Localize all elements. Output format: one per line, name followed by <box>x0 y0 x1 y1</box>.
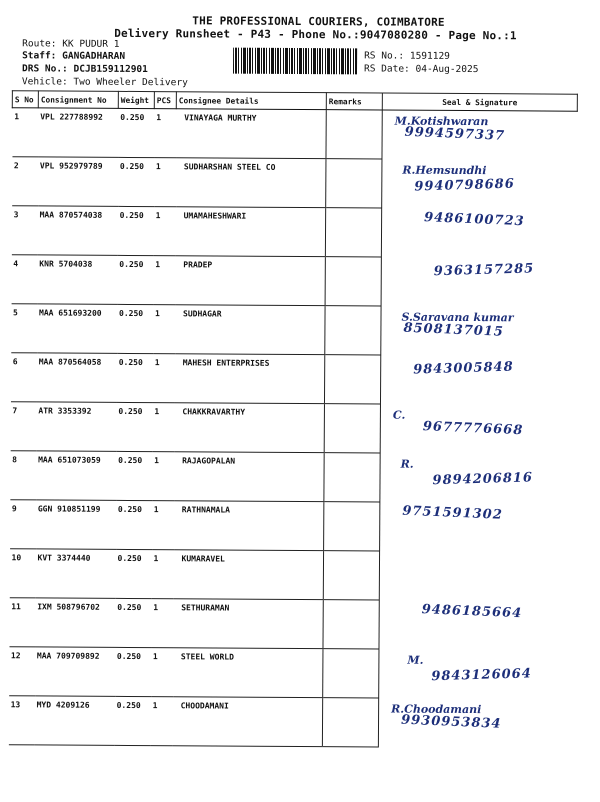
row-consignee: PRADEP <box>175 256 325 306</box>
row-consignee: RATHNAMALA <box>174 501 324 551</box>
row-sno: 11 <box>9 598 35 647</box>
row-sno: 10 <box>9 549 35 598</box>
table-row <box>9 549 574 601</box>
row-consignee: RAJAGOPALAN <box>174 452 324 502</box>
table-row <box>12 108 577 160</box>
signature-phone: 9994597337 <box>404 124 506 144</box>
row-sno: 3 <box>11 206 37 255</box>
delivery-table <box>8 90 578 748</box>
row-consignment: MAA 651073059 <box>36 451 116 500</box>
signature-name: M. <box>407 653 424 667</box>
row-remarks <box>325 306 381 355</box>
row-pcs: 1 <box>151 648 173 697</box>
company-title: THE PROFESSIONAL COURIERS, COIMBATORE <box>192 14 445 29</box>
row-weight: 0.250 <box>116 353 152 402</box>
row-signature <box>381 208 576 258</box>
row-pcs: 1 <box>153 207 175 256</box>
table-row <box>11 304 576 356</box>
route-line <box>22 38 119 50</box>
row-weight: 0.250 <box>117 206 153 255</box>
row-consignee: SUDHARSHAN STEEL CO <box>176 158 326 208</box>
rs-date-value: 04-Aug-2025 <box>415 63 479 76</box>
row-consignment: KVT 3374440 <box>35 549 115 598</box>
row-consignee: SUDHAGAR <box>175 305 325 355</box>
row-signature <box>380 404 575 454</box>
row-pcs: 1 <box>153 256 175 305</box>
row-remarks <box>325 208 381 257</box>
row-pcs: 1 <box>151 550 173 599</box>
col-signature: Seal & Signature <box>382 93 577 111</box>
row-weight: 0.250 <box>115 647 151 696</box>
row-pcs: 1 <box>152 354 174 403</box>
staff-value: GANGADHARAN <box>62 50 126 62</box>
signature-phone: 9486100723 <box>423 209 525 229</box>
table-row <box>9 598 574 650</box>
row-weight: 0.250 <box>115 598 151 647</box>
row-signature <box>381 306 576 356</box>
vehicle-line <box>22 76 188 88</box>
row-sno: 7 <box>10 402 36 451</box>
row-pcs: 1 <box>152 501 174 550</box>
signature-name: S.Saravana kumar <box>401 310 514 324</box>
row-consignment: IXM 508796702 <box>35 598 115 647</box>
row-weight: 0.250 <box>117 255 153 304</box>
row-remarks <box>323 649 379 698</box>
vehicle-value: Two Wheeler Delivery <box>73 76 188 89</box>
row-consignment: GGN 910851199 <box>36 500 116 549</box>
row-sno: 6 <box>10 353 36 402</box>
row-sno: 8 <box>10 451 36 500</box>
signature-phone: 9843005848 <box>413 359 514 377</box>
signature-phone: 9363157285 <box>433 260 535 279</box>
row-pcs: 1 <box>152 403 174 452</box>
row-consignment: MYD 4209126 <box>34 696 114 745</box>
drs-label: DRS No.: <box>21 63 68 75</box>
signature-name: M.Kotishwaran <box>394 114 489 129</box>
row-weight: 0.250 <box>118 108 154 157</box>
row-remarks <box>324 355 380 404</box>
rs-date-label: RS Date: <box>363 63 410 75</box>
row-signature <box>379 649 574 699</box>
row-consignment: ATR 3353392 <box>36 402 116 451</box>
row-remarks <box>326 110 382 159</box>
col-consignee: Consignee Details <box>176 92 326 110</box>
row-remarks <box>324 404 380 453</box>
row-consignee: MAHESH ENTERPRISES <box>174 354 324 404</box>
row-consignee: CHOODAMANI <box>172 697 322 747</box>
row-weight: 0.250 <box>116 402 152 451</box>
signature-name: R.Hemsundhi <box>402 163 487 177</box>
row-signature <box>382 110 577 160</box>
row-consignee: UMAMAHESHWARI <box>175 207 325 257</box>
col-pcs: PCS <box>154 92 176 109</box>
row-consignment: MAA 870574038 <box>37 206 117 255</box>
row-signature <box>378 698 573 748</box>
row-consignee: STEEL WORLD <box>173 648 323 698</box>
row-pcs: 1 <box>154 109 176 158</box>
row-sno: 9 <box>10 500 36 549</box>
row-sno: 1 <box>12 108 38 157</box>
row-remarks <box>323 600 379 649</box>
signature-name: R. <box>400 457 414 471</box>
row-pcs: 1 <box>152 452 174 501</box>
row-consignment: VPL 227788992 <box>38 108 118 157</box>
row-consignee: CHAKKRAVARTHY <box>174 403 324 453</box>
row-remarks <box>323 551 379 600</box>
rs-date-line <box>364 63 478 75</box>
row-sno: 13 <box>8 696 34 745</box>
signature-phone: 9940798686 <box>414 176 515 194</box>
signature-phone: 9843126064 <box>431 665 533 684</box>
row-pcs: 1 <box>151 599 173 648</box>
row-remarks <box>324 453 380 502</box>
rs-no-line <box>364 50 450 62</box>
runsheet-title: Delivery Runsheet - P43 - Phone No.:9047080280 - Page No.:1 <box>114 26 517 43</box>
row-signature <box>381 257 576 307</box>
rs-no-value: 1591129 <box>409 50 450 62</box>
col-weight: Weight <box>118 91 154 108</box>
row-signature <box>382 159 577 209</box>
signature-phone: 9751591302 <box>402 503 504 523</box>
row-consignment: KNR 5704038 <box>37 255 117 304</box>
row-weight: 0.250 <box>118 157 154 206</box>
row-pcs: 1 <box>153 305 175 354</box>
row-remarks <box>324 502 380 551</box>
signature-name <box>392 555 572 556</box>
drs-value: DCJB159112901 <box>73 63 148 76</box>
table-row <box>11 206 576 258</box>
signature-phone: 9677776668 <box>422 418 524 438</box>
row-weight: 0.250 <box>115 549 151 598</box>
row-signature <box>379 551 574 601</box>
staff-line <box>22 50 125 62</box>
table-row <box>11 255 576 307</box>
signature-phone: 9486185664 <box>421 601 523 621</box>
row-signature <box>380 453 575 503</box>
row-remarks <box>325 257 381 306</box>
row-consignment: MAA 870564058 <box>36 353 116 402</box>
col-sno: S No <box>12 91 38 108</box>
barcode <box>233 48 357 75</box>
row-signature <box>380 355 575 405</box>
row-consignee: SETHURAMAN <box>173 599 323 649</box>
row-signature <box>379 600 574 650</box>
signature-phone: 9894206816 <box>432 469 534 488</box>
table-row <box>12 157 577 209</box>
row-sno: 12 <box>9 647 35 696</box>
table-row <box>8 696 573 748</box>
row-weight: 0.250 <box>114 696 150 745</box>
row-consignee: VINAYAGA MURTHY <box>176 109 326 159</box>
drs-line <box>22 63 148 75</box>
col-consignment: Consignment No <box>38 91 118 108</box>
signature-phone: 8508137015 <box>403 320 505 340</box>
row-sno: 5 <box>11 304 37 353</box>
row-consignment: MAA 709709892 <box>35 647 115 696</box>
table-row <box>10 353 575 405</box>
row-consignee: KUMARAVEL <box>173 550 323 600</box>
row-remarks <box>326 159 382 208</box>
table-row <box>9 647 574 699</box>
row-consignment: VPL 952979789 <box>38 157 118 206</box>
row-weight: 0.250 <box>116 451 152 500</box>
route-value: KK PUDUR 1 <box>62 38 120 50</box>
row-signature <box>380 502 575 552</box>
vehicle-label: Vehicle: <box>21 76 68 88</box>
staff-label: Staff: <box>22 50 57 62</box>
row-consignment: MAA 651693200 <box>37 304 117 353</box>
signature-name: R.Choodamani <box>391 702 482 716</box>
row-pcs: 1 <box>150 697 172 746</box>
table-row <box>10 500 575 552</box>
rs-no-label: RS No.: <box>364 50 405 62</box>
table-row <box>10 451 575 503</box>
row-weight: 0.250 <box>116 500 152 549</box>
row-sno: 2 <box>12 157 38 206</box>
col-remarks: Remarks <box>326 93 382 110</box>
signature-phone <box>412 553 572 558</box>
row-weight: 0.250 <box>117 304 153 353</box>
route-label: Route: <box>22 38 57 50</box>
row-pcs: 1 <box>154 158 176 207</box>
row-remarks <box>322 698 378 747</box>
signature-name: C. <box>392 408 406 422</box>
signature-phone: 9930953834 <box>400 712 502 732</box>
table-row <box>10 402 575 454</box>
row-sno: 4 <box>11 255 37 304</box>
